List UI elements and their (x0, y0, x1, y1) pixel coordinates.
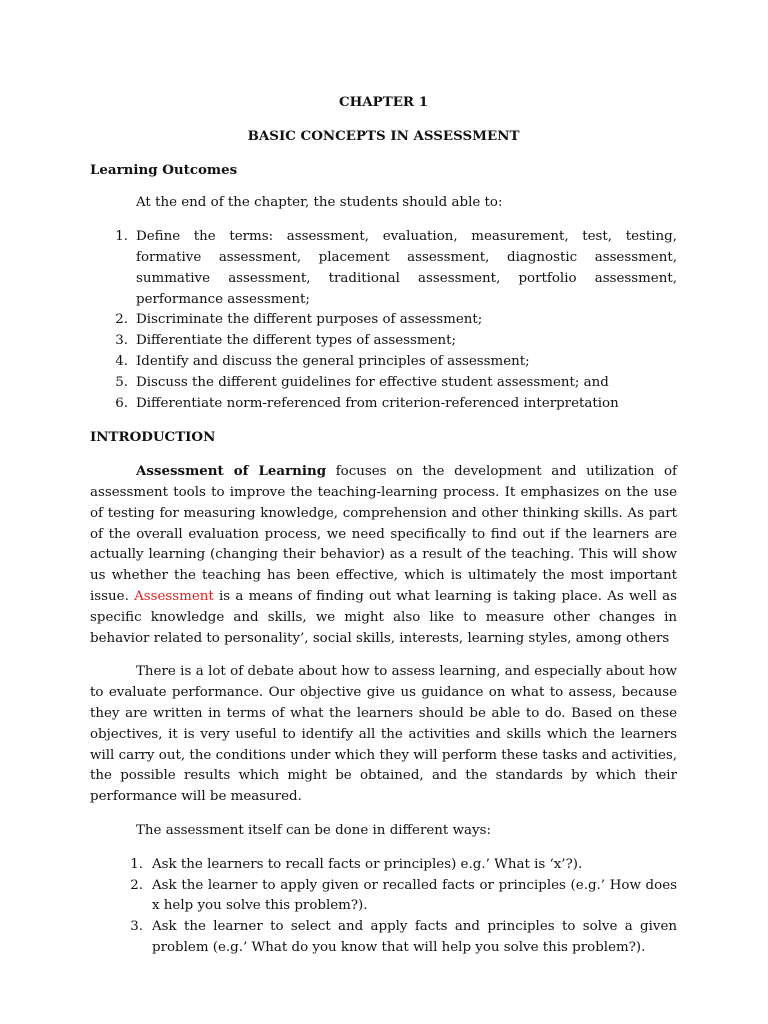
assessment-ways-list (90, 855, 677, 959)
list-text: Ask the learners to recall facts or principles) e.g.’ What is ‘x’?). (152, 856, 583, 872)
document-page (90, 92, 677, 972)
list-text: Discuss the different guidelines for effective student assessment; and (136, 374, 609, 390)
list-number: 4. (115, 353, 128, 369)
learning-outcomes-list (90, 227, 677, 414)
list-text: Discriminate the different purposes of assessment; (136, 312, 483, 328)
list-text: Ask the learner to select and apply facts and principles to solve a given problem (e.g.’ What do you know that will help you solve this problem?). (152, 919, 677, 955)
introduction-paragraph-1 (90, 461, 677, 649)
list-item (90, 917, 677, 959)
list-item (90, 394, 677, 415)
list-item (90, 310, 677, 331)
list-item (90, 876, 677, 918)
assessment-highlight: Assessment (134, 588, 214, 604)
list-number: 3. (115, 333, 128, 349)
list-number: 1. (115, 229, 128, 245)
assessment-of-learning-term: Assessment of Learning (136, 463, 327, 480)
list-number: 3. (130, 919, 143, 935)
paragraph-text: is a means of finding out what learning is taking place. As well as specific knowledge and skills, we might also like to measure other changes in behavior related to personality’, social skills, interests, learning styles, among others (90, 588, 677, 646)
list-number: 5. (115, 374, 128, 390)
introduction-paragraph-2: There is a lot of debate about how to assess learning, and especially about how to evaluate performance. Our objective give us guidance on what to assess, because they are written in terms of what the learners should be able to do. Based on these objectives, it is very useful to identify all the activities and skills which the learners will carry out, the conditions under which they will perform these tasks and activities, the possible results which might be obtained, and the standards by which their performance will be measured. (90, 664, 677, 805)
list-text: Ask the learner to apply given or recalled facts or principles (e.g.’ How does x help you solve this problem?). (152, 877, 677, 914)
list-item (90, 373, 677, 394)
chapter-label: CHAPTER 1 (338, 94, 429, 110)
paragraph-text: focuses on the development and utilization of assessment tools to improve the teaching-learning process. It emphasizes on the use of testing for measuring knowledge, comprehension and other thinking skills. As part of the overall evaluation process, we need specifically to find out if the learners are actually learning (changing their behavior) as a result of the teaching. This will show us whether the teaching has been effective, which is ultimately the most important issue. (90, 464, 677, 604)
list-text: Define the terms: assessment, evaluation, measurement, test, testing, formative assessment, placement assessment, diagnostic assessment, summative assessment, traditional assessment, portfolio assessment, performance assessment; (136, 229, 677, 307)
learning-outcomes-intro: At the end of the chapter, the students should able to: (136, 195, 503, 211)
list-text: Differentiate norm-referenced from criterion-referenced interpretation (136, 395, 619, 411)
list-text: Identify and discuss the general principles of assessment; (136, 353, 530, 369)
list-item (90, 352, 677, 373)
list-item (90, 227, 677, 310)
learning-outcomes-heading: Learning Outcomes (90, 161, 238, 178)
list-number: 1. (130, 856, 143, 872)
chapter-title: BASIC CONCEPTS IN ASSESSMENT (247, 127, 520, 144)
introduction-heading: INTRODUCTION (90, 429, 216, 446)
list-item (90, 855, 677, 876)
assessment-ways-intro: The assessment itself can be done in different ways: (136, 822, 491, 838)
list-item (90, 331, 677, 352)
list-number: 6. (115, 395, 128, 411)
list-number: 2. (115, 312, 128, 328)
list-text: Differentiate the different types of assessment; (136, 333, 457, 349)
list-number: 2. (130, 877, 143, 893)
